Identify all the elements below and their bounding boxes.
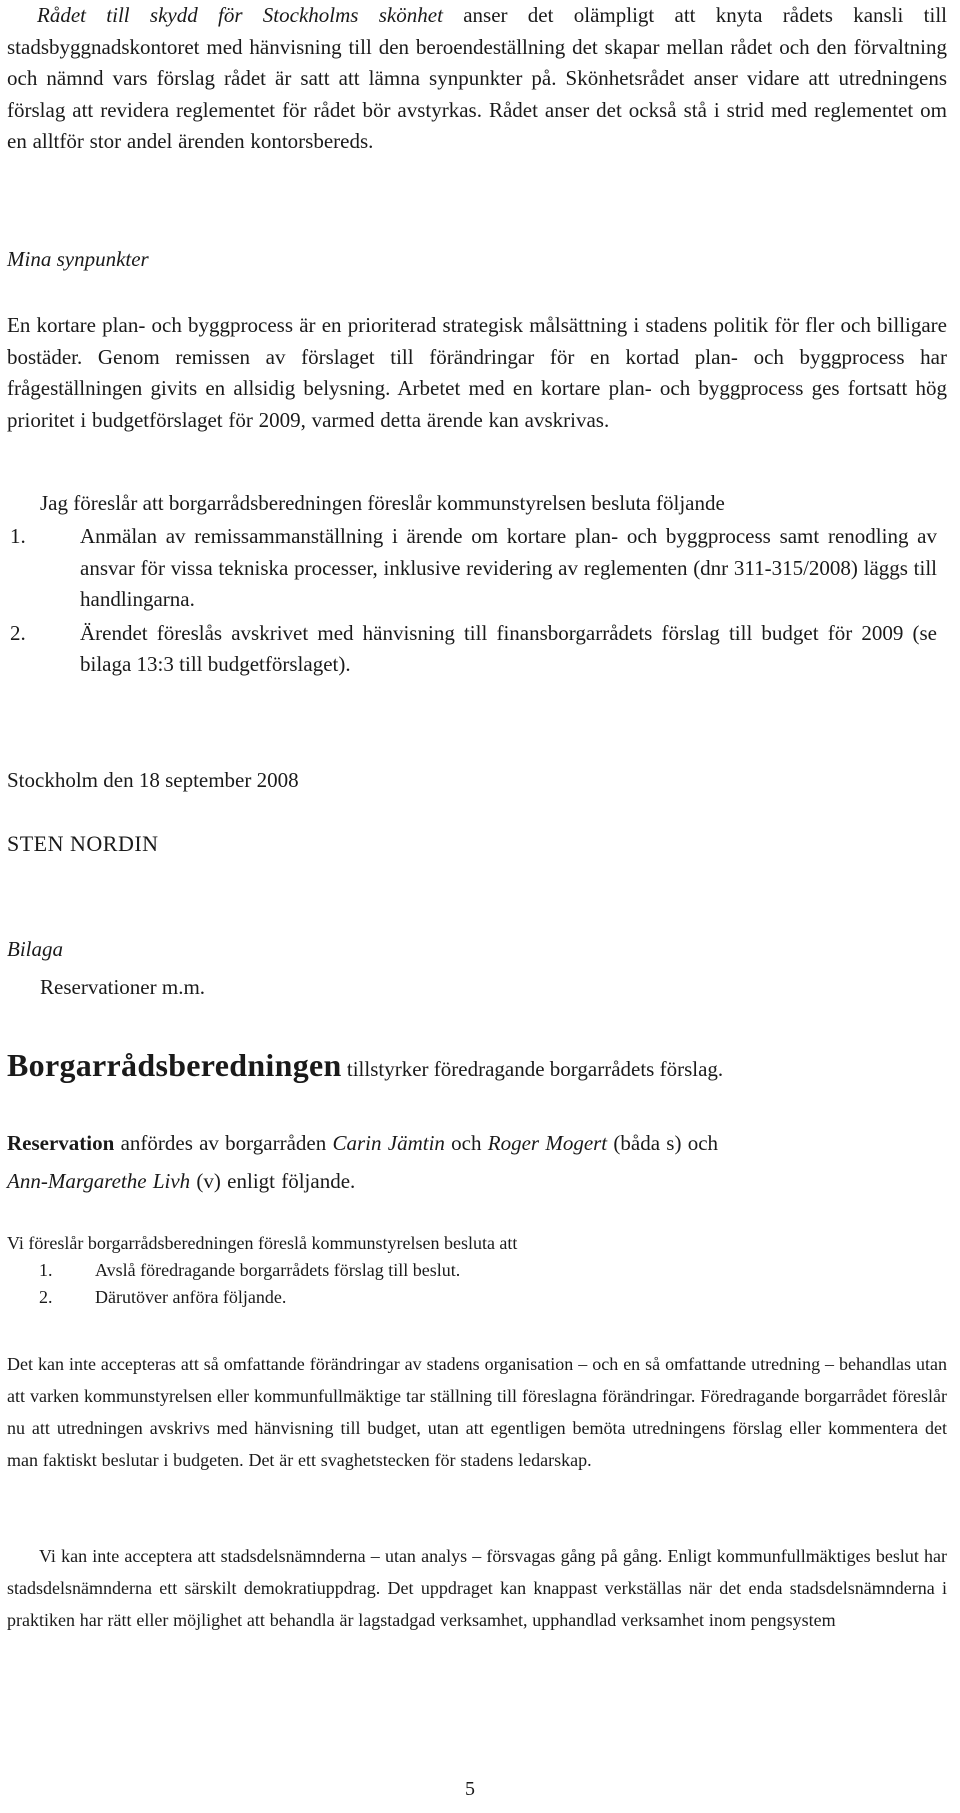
signature: STEN NORDIN — [7, 831, 159, 856]
reservation-statement — [7, 1124, 947, 1200]
proposal-item — [7, 521, 937, 616]
counter-proposal-intro: Vi föreslår borgarrådsberedningen föreslå kommunstyrelsen besluta att — [7, 1233, 518, 1253]
page-number: 5 — [465, 1778, 475, 1800]
proposal-text: Ärendet föreslås avskrivet med hänvisning till finansborgarrådets förslag till budget för 2009 (se bilaga 13:3 till budgetförslaget). — [80, 620, 937, 676]
proposal-item — [7, 618, 937, 681]
proposal-list — [7, 521, 937, 683]
proposal-number: 1. — [10, 524, 26, 548]
section-heading: Mina synpunkter — [7, 247, 149, 271]
counter-proposal-item — [7, 1257, 907, 1284]
borgarradsberedningen-statement — [7, 1045, 947, 1089]
counter-proposal-text: Avslå föredragande borgarrådets förslag till beslut. — [95, 1260, 461, 1280]
intro-paragraph — [7, 0, 947, 158]
reservation-text: och — [444, 1131, 488, 1155]
borgarradsberedningen-text: tillstyrker föredragande borgarrådets förslag. — [341, 1057, 724, 1081]
reservation-label: Reservation — [7, 1131, 115, 1155]
counter-proposal-number: 2. — [39, 1287, 53, 1307]
reservation-text: (v) enligt följande. — [190, 1169, 356, 1193]
intro-italic-lead: Rådet till skydd för Stockholms skönhet — [37, 3, 443, 27]
bilaga-heading: Bilaga — [7, 937, 63, 961]
reservation-name: Roger Mogert — [487, 1131, 608, 1155]
reservation-name: Ann-Margarethe Livh — [7, 1169, 191, 1193]
statement-paragraph: Vi kan inte acceptera att stadsdelsnämnderna – utan analys – försvagas gång på gång. Enligt kommunfullmäktiges beslut har stadsdelsnämnderna ett särskilt demokratiuppdrag. Det uppdraget kan knappast verkställas när det enda stadsdelsnämnderna i praktiken har rätt eller möjlighet att behandla är lagstadgad verksamhet, upphandlad verksamhet inom pengsystem — [7, 1546, 947, 1630]
reservation-text: anfördes av borgarråden — [114, 1131, 333, 1155]
borgarradsberedningen-title: Borgarrådsberedningen — [7, 1047, 342, 1083]
statement-paragraph: Det kan inte accepteras att så omfattande förändringar av stadens organisation – och en så omfattande utredning – behandlas utan att varken kommunstyrelsen eller kommunfullmäktige tar ställning till föreslagna förändringar. Föredragande borgarrådet föreslår nu att utredningen avskrivs med hänvisning till budget, utan att egentligen bemöta utredningens förslag eller kommentera det man faktiskt beslutar i budgeten. Det är ett svaghetstecken för stadens ledarskap. — [7, 1354, 947, 1470]
counter-proposal-item — [7, 1284, 907, 1311]
bilaga-item: Reservationer m.m. — [40, 975, 206, 999]
proposal-number: 2. — [10, 620, 26, 645]
reservation-text: (båda s) och — [607, 1131, 719, 1155]
counter-proposal-text: Därutöver anföra följande. — [95, 1287, 287, 1307]
intro-text: anser det olämpligt att knyta rådets kansli till stadsbyggnadskontoret med hänvisning till den beroendeställning det skapar mellan rådet och den förvaltning och nämnd vars förslag rådet är satt att lämna synpunkter på. Skönhetsrådet anser vidare att utredningens förslag att revidera reglementet för rådet bör avstyrkas. Rådet anser det också stå i strid med reglementet om en alltför stor andel ärenden kontorsbereds. — [7, 3, 947, 153]
proposal-text: Anmälan av remissammanställning i ärende om kortare plan- och byggprocess samt renodling av ansvar för vissa tekniska processer, inklusive revidering av reglementen (dnr 311-315/2008) läggs till handlingarna. — [80, 524, 937, 611]
counter-proposal-list — [7, 1257, 907, 1311]
reservation-name: Carin Jämtin — [332, 1131, 445, 1155]
place-date: Stockholm den 18 september 2008 — [7, 768, 299, 792]
proposal-intro: Jag föreslår att borgarrådsberedningen föreslår kommunstyrelsen besluta följande — [40, 491, 725, 515]
counter-proposal-number: 1. — [39, 1260, 53, 1280]
body-paragraph: En kortare plan- och byggprocess är en prioriterad strategisk målsättning i stadens politik för fler och billigare bostäder. Genom remissen av förslaget till förändringar för en kortad plan- och byggprocess har frågeställningen givits en allsidig belysning. Arbetet med en kortare plan- och byggprocess ges fortsatt hög prioritet i budgetförslaget för 2009, varmed detta ärende kan avskrivas. — [7, 313, 947, 432]
